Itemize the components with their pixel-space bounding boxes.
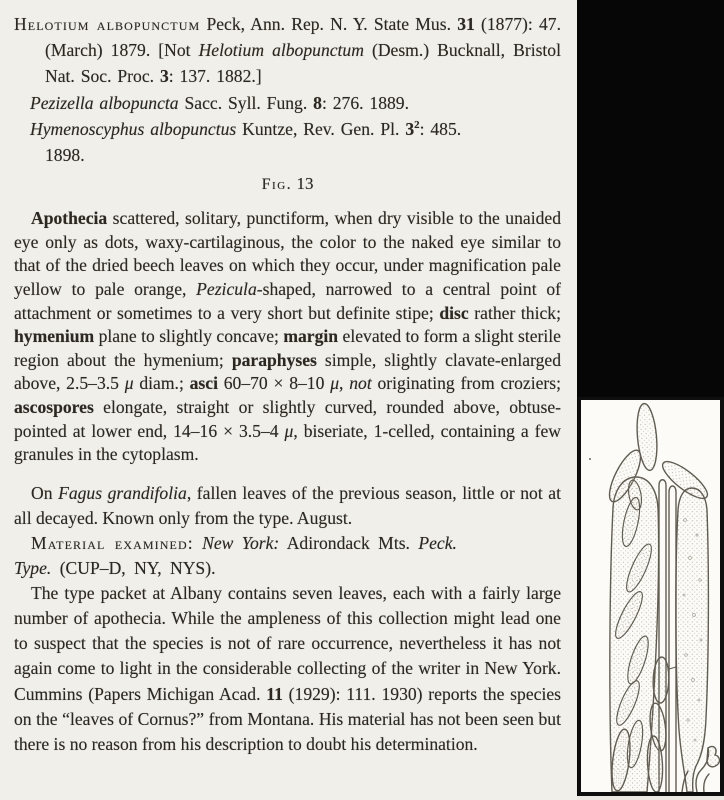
text-segment: Type. [14,557,52,578]
text-segment: Peck. [418,532,457,553]
text-segment: not [349,373,372,394]
text-segment: The type packet at Albany contains seven leaves, each with a fairly large number of apothecia. While the ampleness of this collection might lead one to suspect that the species is not of rare occurrence, nevertheless it has not again come to light in the considerable collecting of the writer in New York. Cummins (Papers Michigan Acad. [14,582,561,704]
text-segment: : 276. 1889. [321,92,409,113]
text-segment: 8 [313,92,322,113]
text-segment: Peck, Ann. Rep. N. Y. State Mus. [200,14,458,34]
text-segment: Pezizella albopuncta [30,92,179,113]
text-segment: Helotium albopunctum [198,40,364,61]
text-segment: elongate, straight or slightly curved, rounded above, obtuse-pointed at lower end, 14–16 × 3.5–4 [14,396,561,441]
nomenclature-entry-synonym-2 [14,116,561,168]
nomenclature-entry-synonym-1 [14,90,561,116]
text-segment: , fallen leaves of the previous season, little or not at all decayed. Known only from the type. August. [14,482,561,528]
text-segment: paraphyses [231,349,317,370]
text-segment: (1929): 111. 1930) reports the species on the “leaves of Cornus?” from Montana. His material has not been seen but there is no reason from his description to doubt his determination. [14,683,561,754]
text-segment [194,533,202,553]
text-segment: plane to slightly concave; [94,326,284,347]
text-segment: : 137. 1882.] [168,66,262,87]
text-segment: originating from croziers; [371,373,562,394]
text-segment: 2 [414,118,420,131]
text-segment: ascospores [14,396,94,417]
text-segment: New York: [202,532,280,553]
text-segment: disc [439,302,469,323]
text-segment: (CUP–D, NY, NYS). [51,557,216,578]
text-segment: (1877): 47. (March) 1879. [Not [45,14,561,61]
text-segment: 11 [266,683,283,704]
nomenclature-block [14,11,561,168]
text-segment: hymenium [14,326,95,347]
text-segment: rather thick; [468,302,561,323]
paragraph-discussion [14,581,561,757]
text-segment: Sacc. Syll. Fung. [178,92,314,113]
text-segment: elevated to form a slight sterile region about the hymenium; [14,326,561,370]
text-segment: 3 [405,118,415,139]
figure-caption [14,173,561,196]
text-segment: asci [189,373,218,394]
text-segment: (Desm.) Bucknall, Bristol Nat. Soc. Proc. [45,40,561,87]
text-segment: Material examined: [31,532,194,553]
text-segment: 3 [159,66,169,87]
text-segment: Kuntze, Rev. Gen. Pl. [236,118,406,139]
figure-13-illustration [578,397,724,796]
text-segment: margin [283,326,339,347]
text-segment: On [31,482,59,503]
text-segment: , [339,373,350,394]
text-segment: diam.; [133,373,190,394]
text-segment: Pezicula [196,279,257,299]
text-segment: μ [330,373,340,394]
right-ascus [676,488,709,792]
text-segment: 31 [457,14,475,34]
text-segment: -shaped, narrowed to a central point of attachment or sometimes to a very short but definite stipe; [14,279,561,323]
text-segment: 1898. [45,145,85,166]
text-segment: 13 [292,174,314,194]
text-segment: Hymenoscyphus albopunctus [30,118,237,139]
text-segment: Apothecia [31,208,108,229]
paragraph-material-examined [14,531,561,581]
text-segment: μ [124,373,134,394]
paragraph-habitat [14,481,561,531]
text-segment: : 485. [419,118,462,139]
text-segment: , biseriate, 1-celled, containing a few granules in the cytoplasm. [14,420,561,465]
text-segment: Fagus grandifolia [58,482,187,503]
paragraph-description [14,207,561,467]
page-edge-sliver [577,796,724,800]
text-segment: μ [284,420,294,441]
asci-ascospores-drawing [581,400,720,792]
text-segment: scattered, solitary, punctiform, when dry visible to the unaided eye only as dots, waxy-cartilaginous, the color to the naked eye similar to that of the dried beech leaves on which they occur, under magnification pale yellow to pale orange, [14,208,561,299]
text-segment: Adirondack Mts. [279,532,419,553]
text-segment: Fig. [261,176,293,194]
text-segment: simple, slightly clavate-enlarged above, 2.5–3.5 [14,349,561,394]
text-segment: 60–70 × 8–10 [217,373,331,394]
nomenclature-entry-accepted [14,11,561,90]
text-segment: Helotium albopunctum [14,14,201,34]
